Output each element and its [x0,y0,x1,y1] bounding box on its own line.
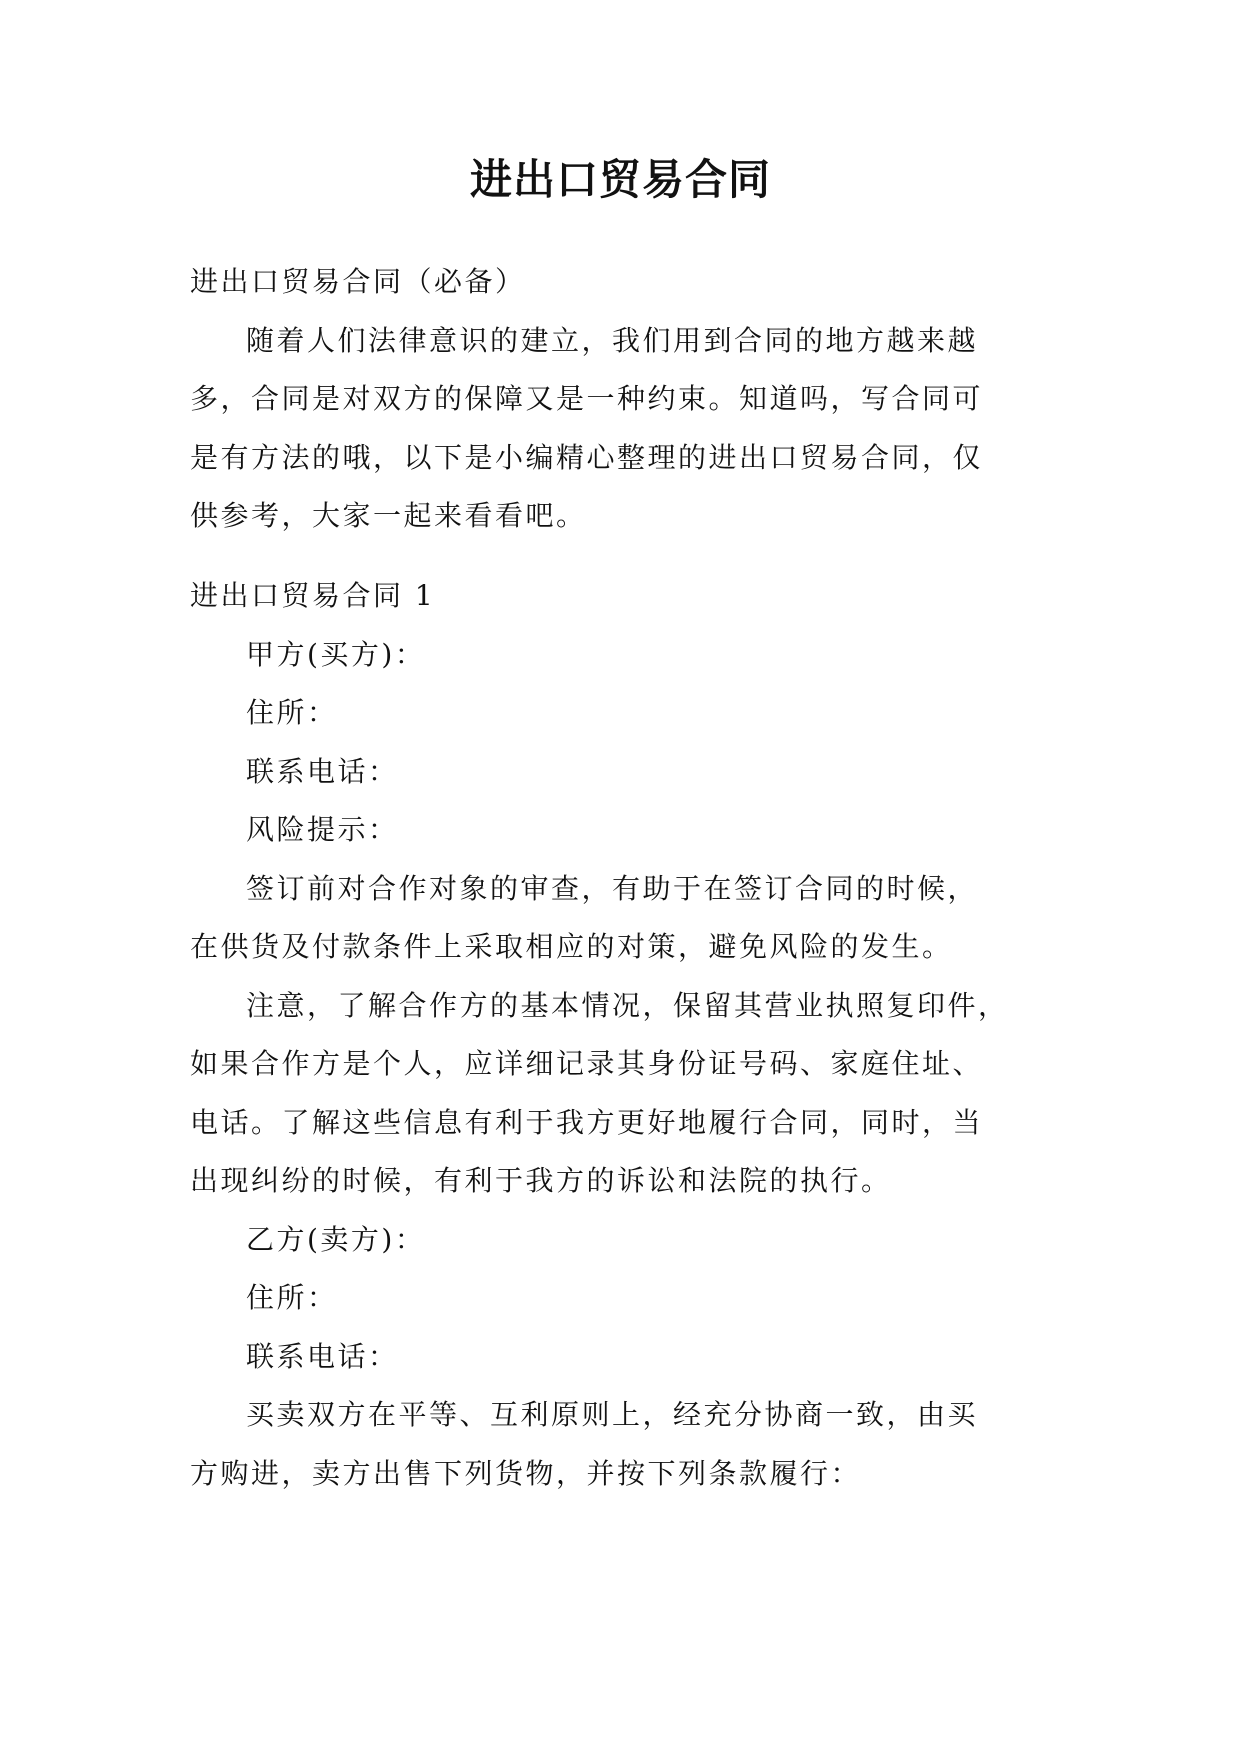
notice-line-2: 如果合作方是个人，应详细记录其身份证号码、家庭住址、 [190,1047,984,1080]
notice-line-1: 注意，了解合作方的基本情况，保留其营业执照复印件， [246,988,1009,1022]
agreement-line-2: 方购进，卖方出售下列货物，并按下列条款履行： [190,1456,862,1490]
notice-line-3: 电话。了解这些信息有利于我方更好地履行合同，同时，当 [190,1105,984,1139]
party-b-address: 住所： [246,1281,338,1314]
document-subtitle: 进出口贸易合同（必备） [190,265,526,298]
notice-line-4: 出现纠纷的时候，有利于我方的诉讼和法院的执行。 [190,1164,892,1197]
intro-line-3: 是有方法的哦，以下是小编精心整理的进出口贸易合同，仅 [190,440,984,474]
risk-line-1: 签订前对合作对象的审查，有助于在签订合同的时候， [246,871,979,905]
party-a-address: 住所： [246,696,338,729]
intro-line-4: 供参考，大家一起来看看吧。 [190,499,587,532]
party-b-label: 乙方(卖方)： [246,1222,426,1256]
document-body-top [190,253,1050,546]
risk-label: 风险提示： [246,813,399,846]
party-a-label: 甲方(买方)： [246,637,426,671]
risk-line-2: 在供货及付款条件上采取相应的对策，避免风险的发生。 [190,930,953,963]
intro-line-2: 多，合同是对双方的保障又是一种约束。知道吗，写合同可 [190,382,984,415]
section-heading: 进出口贸易合同 1 [190,579,436,612]
intro-line-1: 随着人们法律意识的建立，我们用到合同的地方越来越 [246,323,979,357]
document-title: 进出口贸易合同 [469,155,771,204]
party-a-phone: 联系电话： [246,754,399,788]
document-body-section1 [190,567,1050,1503]
party-b-phone: 联系电话： [246,1339,399,1373]
agreement-line-1: 买卖双方在平等、互利原则上，经充分协商一致，由买 [246,1398,979,1431]
